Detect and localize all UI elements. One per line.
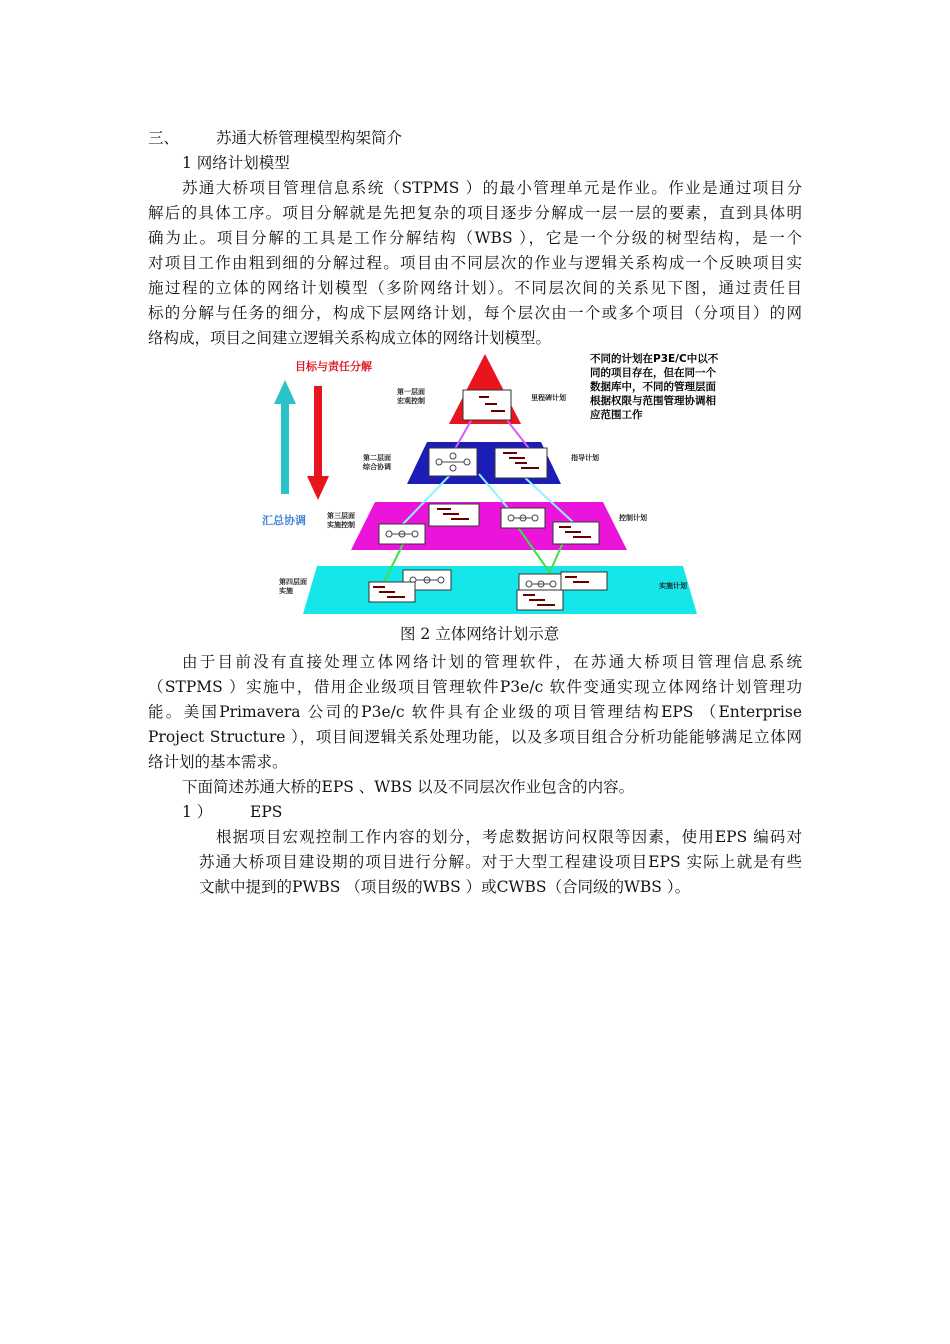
- paragraph-1-line: 苏通大桥项目管理信息系统（STPMS ）的最小管理单元是作业。作业是通过项目分: [182, 179, 802, 197]
- paragraph-3: 下面简述苏通大桥的EPS 、WBS 以及不同层次作业包含的内容。: [182, 778, 635, 796]
- level-2-plan-label: 指导计划: [571, 454, 599, 462]
- figure-note: 不同的计划在P3E/C中以不同的项目存在，但在同一个数据库中，不同的管理层面根据权限与范围管理协调相应范围工作: [590, 353, 719, 421]
- subsection-heading: 1 网络计划模型: [182, 154, 290, 172]
- level-3-label: 第三层面 实施控制: [327, 512, 355, 529]
- list-item-title: EPS: [250, 803, 283, 821]
- level-4-gantt-box-right: [561, 572, 607, 590]
- decompose-down-arrow: [307, 386, 329, 500]
- paragraph-1-line: 确为止。项目分解的工具是工作分解结构（WBS ），它是一个分级的树型结构，是一个: [148, 229, 802, 247]
- level-1-label: 第一层面 宏观控制: [397, 388, 425, 405]
- paragraph-2-line: （STPMS ）实施中，借用企业级项目管理软件P3e/c 软件变通实现立体网络计划管理功: [148, 678, 802, 696]
- list-item-marker: 1 ）: [182, 803, 213, 821]
- figure-caption: 图 2 立体网络计划示意: [400, 625, 560, 643]
- paragraph-2-line: 络计划的基本需求。: [148, 753, 288, 771]
- paragraph-1-line: 络构成，项目之间建立逻辑关系构成立体的网络计划模型。: [148, 329, 552, 347]
- level-2-label: 第二层面 综合协调: [363, 454, 391, 471]
- paragraph-1-line: 对项目工作由粗到细的分解过程。项目由不同层次的作业与逻辑关系构成一个反映项目实: [148, 254, 802, 272]
- level-4-label: 第四层面 实施: [279, 578, 307, 595]
- level-1-plan-label: 里程碑计划: [531, 394, 566, 402]
- paragraph-2-line: 能。美国Primavera 公司的P3e/c 软件具有企业级的项目管理结构EPS （Enterprise: [148, 703, 802, 721]
- paragraph-4-line: 苏通大桥项目建设期的项目进行分解。对于大型工程建设项目EPS 实际上就是有些: [199, 853, 802, 871]
- level-2-network-box: [429, 448, 477, 476]
- level-3-plan-label: 控制计划: [619, 514, 647, 522]
- level-2-gantt-box: [495, 448, 547, 478]
- section-number: 三、: [148, 129, 180, 147]
- level-3-gantt-box: [429, 504, 479, 526]
- paragraph-2-line: Project Structure ），项目间逻辑关系处理功能，以及多项目组合分析功能能够满足立体网: [148, 728, 802, 746]
- level-3-gantt-box-right: [553, 522, 599, 544]
- aggregate-up-arrow: [274, 380, 296, 494]
- paragraph-2-line: 由于目前没有直接处理立体网络计划的管理软件，在苏通大桥项目管理信息系统: [182, 653, 802, 671]
- paragraph-4-line: 文献中提到的PWBS （项目级的WBS ）或CWBS（合同级的WBS ）。: [199, 878, 691, 896]
- level-3-network-box-right: [501, 508, 545, 528]
- section-title: 苏通大桥管理模型构架简介: [216, 129, 403, 147]
- paragraph-4-line: 根据项目宏观控制工作内容的划分，考虑数据访问权限等因素，使用EPS 编码对: [216, 828, 802, 846]
- paragraph-1-line: 标的分解与任务的细分，构成下层网络计划，每个层次由一个或多个项目（分项目）的网: [148, 304, 802, 322]
- paragraph-1-line: 解后的具体工序。项目分解就是先把复杂的项目逐步分解成一层一层的要素，直到具体明: [148, 204, 802, 222]
- paragraph-1-line: 施过程的立体的网络计划模型（多阶网络计划）。不同层次间的关系见下图，通过责任目: [148, 279, 802, 297]
- aggregate-label: 汇总协调: [262, 514, 306, 527]
- level-4-plan-label: 实施计划: [659, 582, 687, 590]
- level-4-gantt-box-left: [369, 582, 415, 602]
- level-1-gantt-box: [463, 390, 511, 420]
- level-4-layer: [303, 566, 697, 614]
- level-4-gantt-box-bottom: [517, 590, 563, 610]
- level-3-network-box-left: [379, 524, 425, 544]
- decompose-label: 目标与责任分解: [295, 360, 372, 373]
